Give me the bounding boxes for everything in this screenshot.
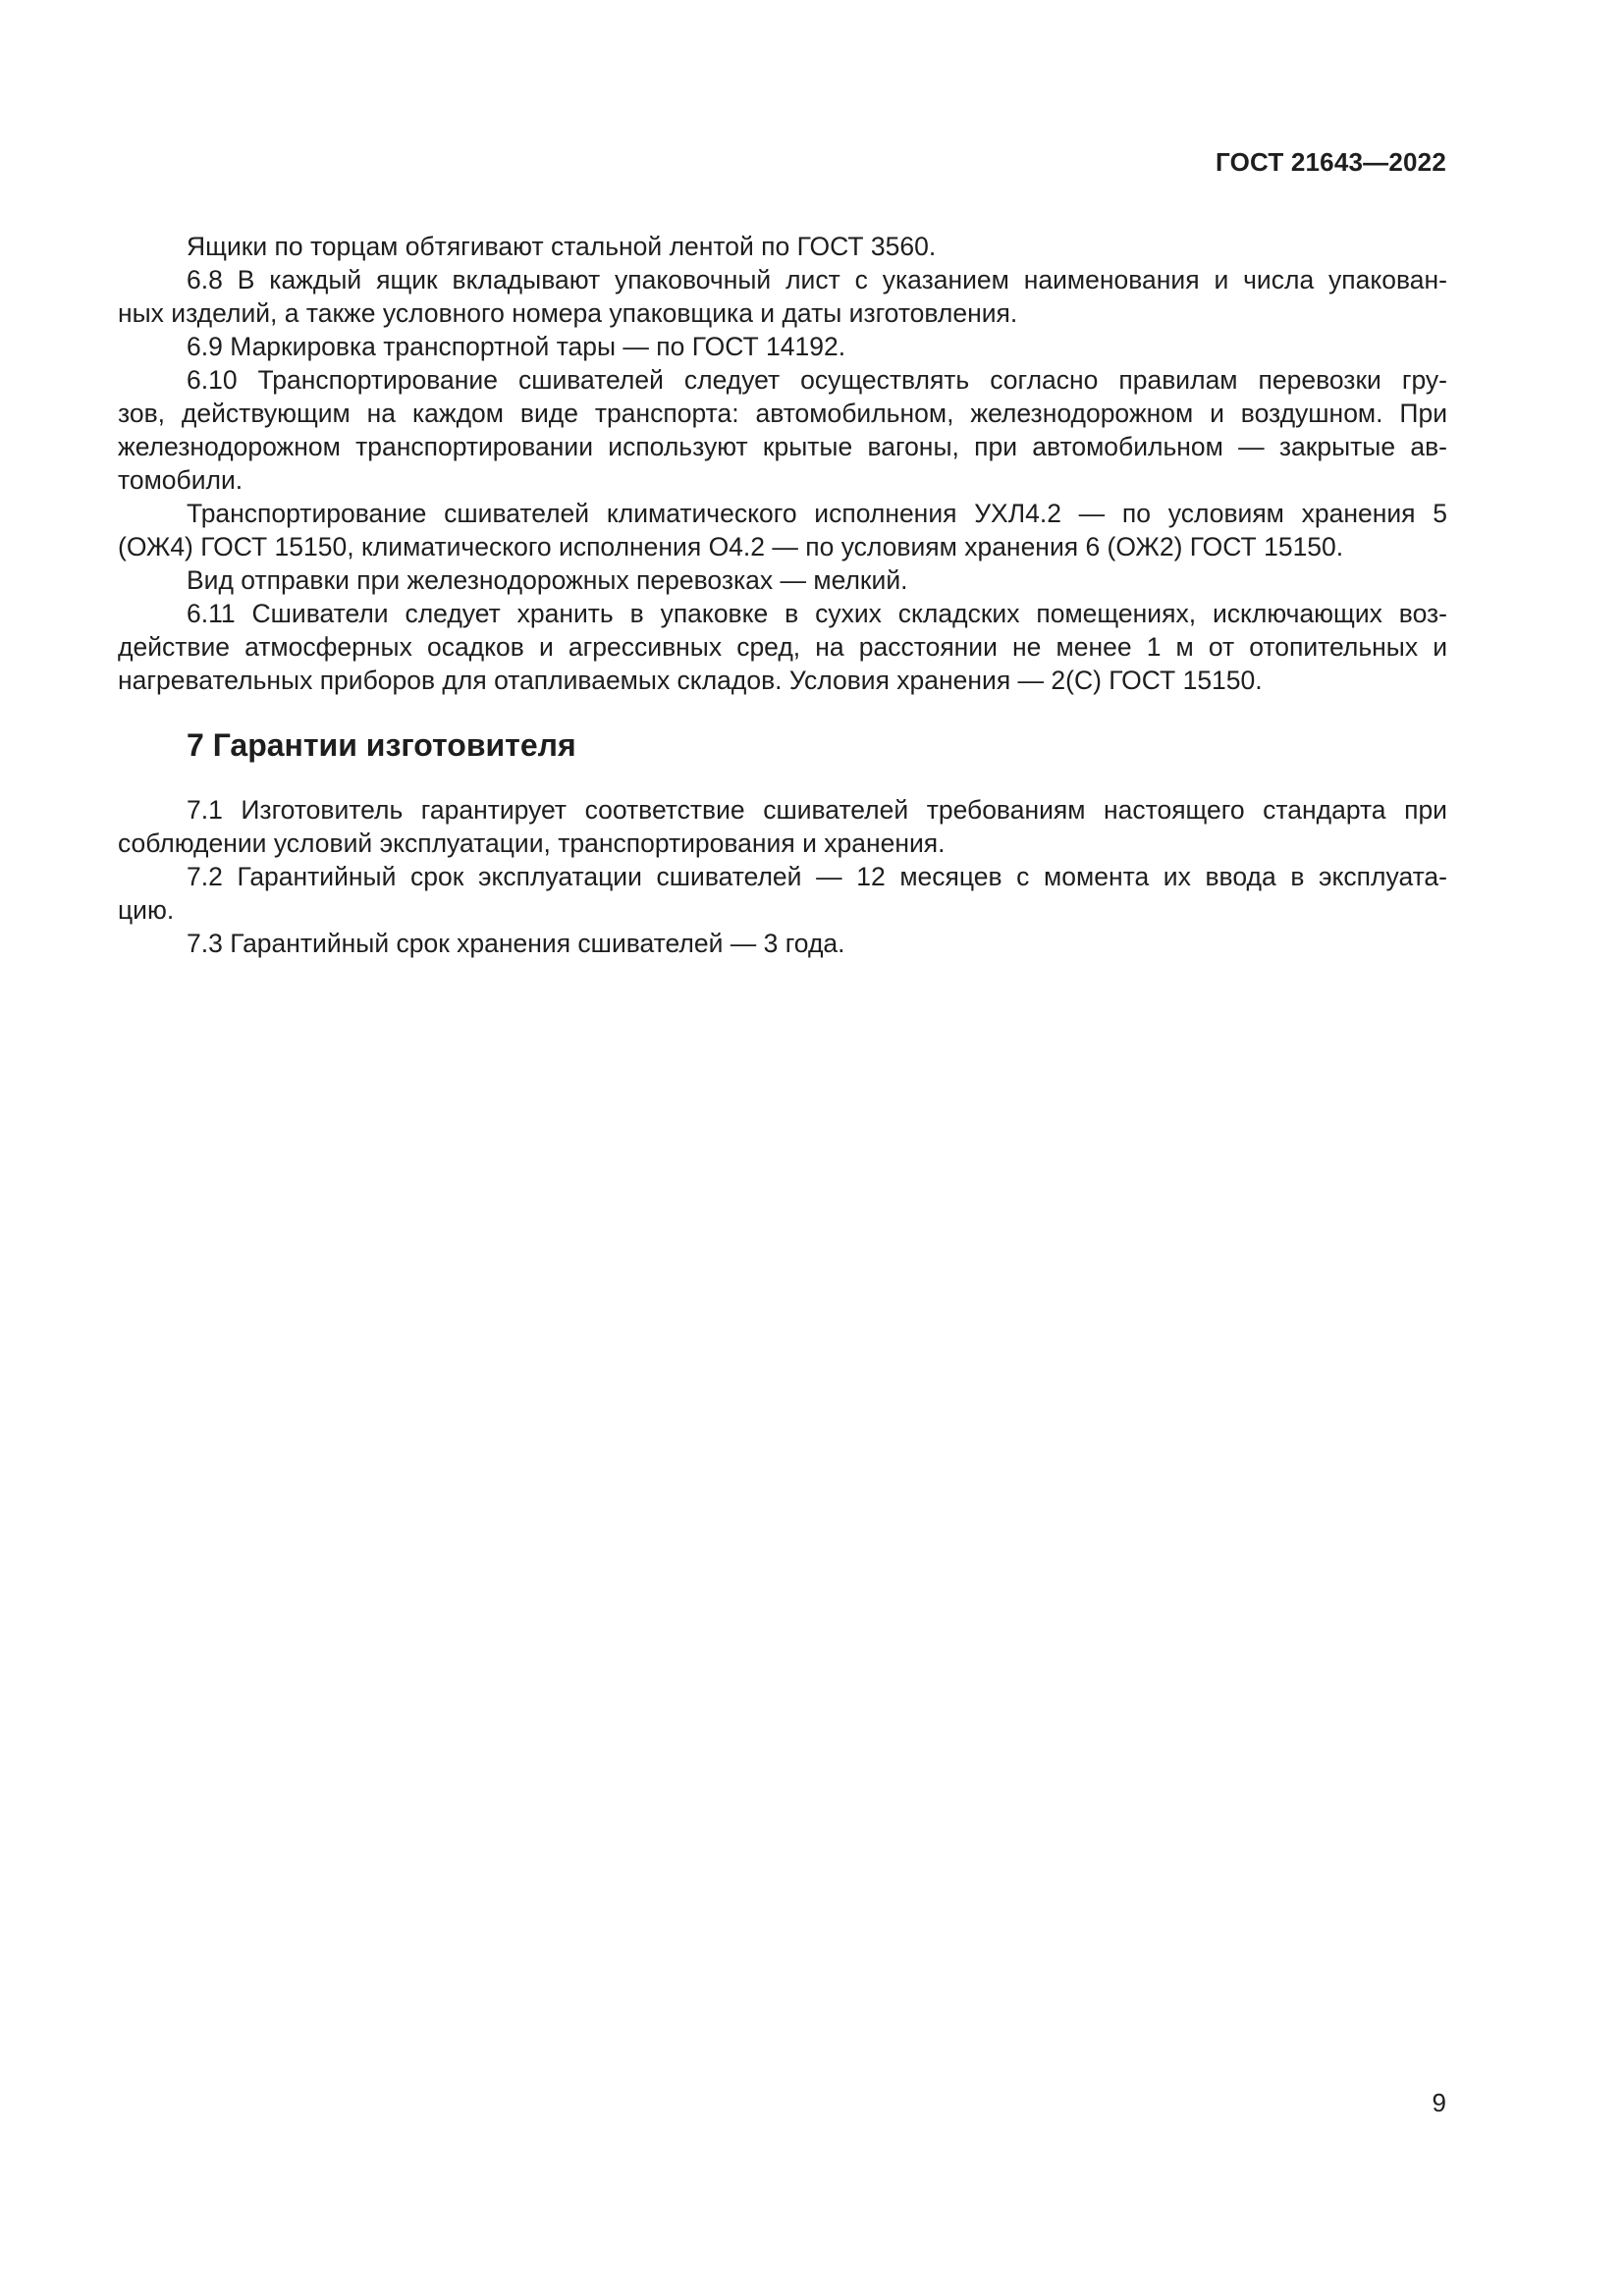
text-line: 6.8 В каждый ящик вкладывают упаковочный лист с указанием наименования и числа упакован- <box>187 265 1447 294</box>
text-line: цию. <box>118 895 175 925</box>
text-line: 7.2 Гарантийный срок эксплуатации сшивателей — 12 месяцев с момента их ввода в эксплуата- <box>187 862 1447 891</box>
text-line: 7.3 Гарантийный срок хранения сшивателей — 3 года. <box>187 929 845 958</box>
text-line: нагревательных приборов для отапливаемых складов. Условия хранения — 2(С) ГОСТ 15150. <box>118 666 1263 695</box>
section-heading: 7 Гарантии изготовителя <box>187 727 576 763</box>
text-line: 6.10 Транспортирование сшивателей следует осуществлять согласно правилам перевозки гру- <box>187 365 1447 395</box>
text-line: (ОЖ4) ГОСТ 15150, климатического исполнения О4.2 — по условиям хранения 6 (ОЖ2) ГОСТ 15150. <box>118 532 1344 561</box>
text-line: действие атмосферных осадков и агрессивных сред, на расстоянии не менее 1 м от отопительных и <box>118 632 1447 662</box>
text-line: железнодорожном транспортировании используют крытые вагоны, при автомобильном — закрытые ав- <box>118 432 1447 461</box>
page-number: 9 <box>1432 2088 1446 2117</box>
text-line: соблюдении условий эксплуатации, транспортирования и хранения. <box>118 828 946 858</box>
standard-code-header: ГОСТ 21643—2022 <box>1216 147 1446 177</box>
text-line: 6.9 Маркировка транспортной тары — по ГОСТ 14192. <box>187 332 846 361</box>
text-line: ных изделий, а также условного номера упаковщика и даты изготовления. <box>118 298 1018 328</box>
text-line: 7.1 Изготовитель гарантирует соответствие сшивателей требованиям настоящего стандарта при <box>187 795 1447 825</box>
text-line: томобили. <box>118 465 244 495</box>
text-line: Вид отправки при железнодорожных перевозках — мелкий. <box>187 565 908 595</box>
text-line: зов, действующим на каждом виде транспорта: автомобильном, железнодорожном и воздушном. При <box>118 399 1447 428</box>
text-line: 6.11 Сшиватели следует хранить в упаковке в сухих складских помещениях, исключающих воз- <box>187 599 1447 628</box>
text-line: Транспортирование сшивателей климатического исполнения УХЛ4.2 — по условиям хранения 5 <box>187 499 1447 528</box>
text-line: Ящики по торцам обтягивают стальной лентой по ГОСТ 3560. <box>187 232 937 261</box>
